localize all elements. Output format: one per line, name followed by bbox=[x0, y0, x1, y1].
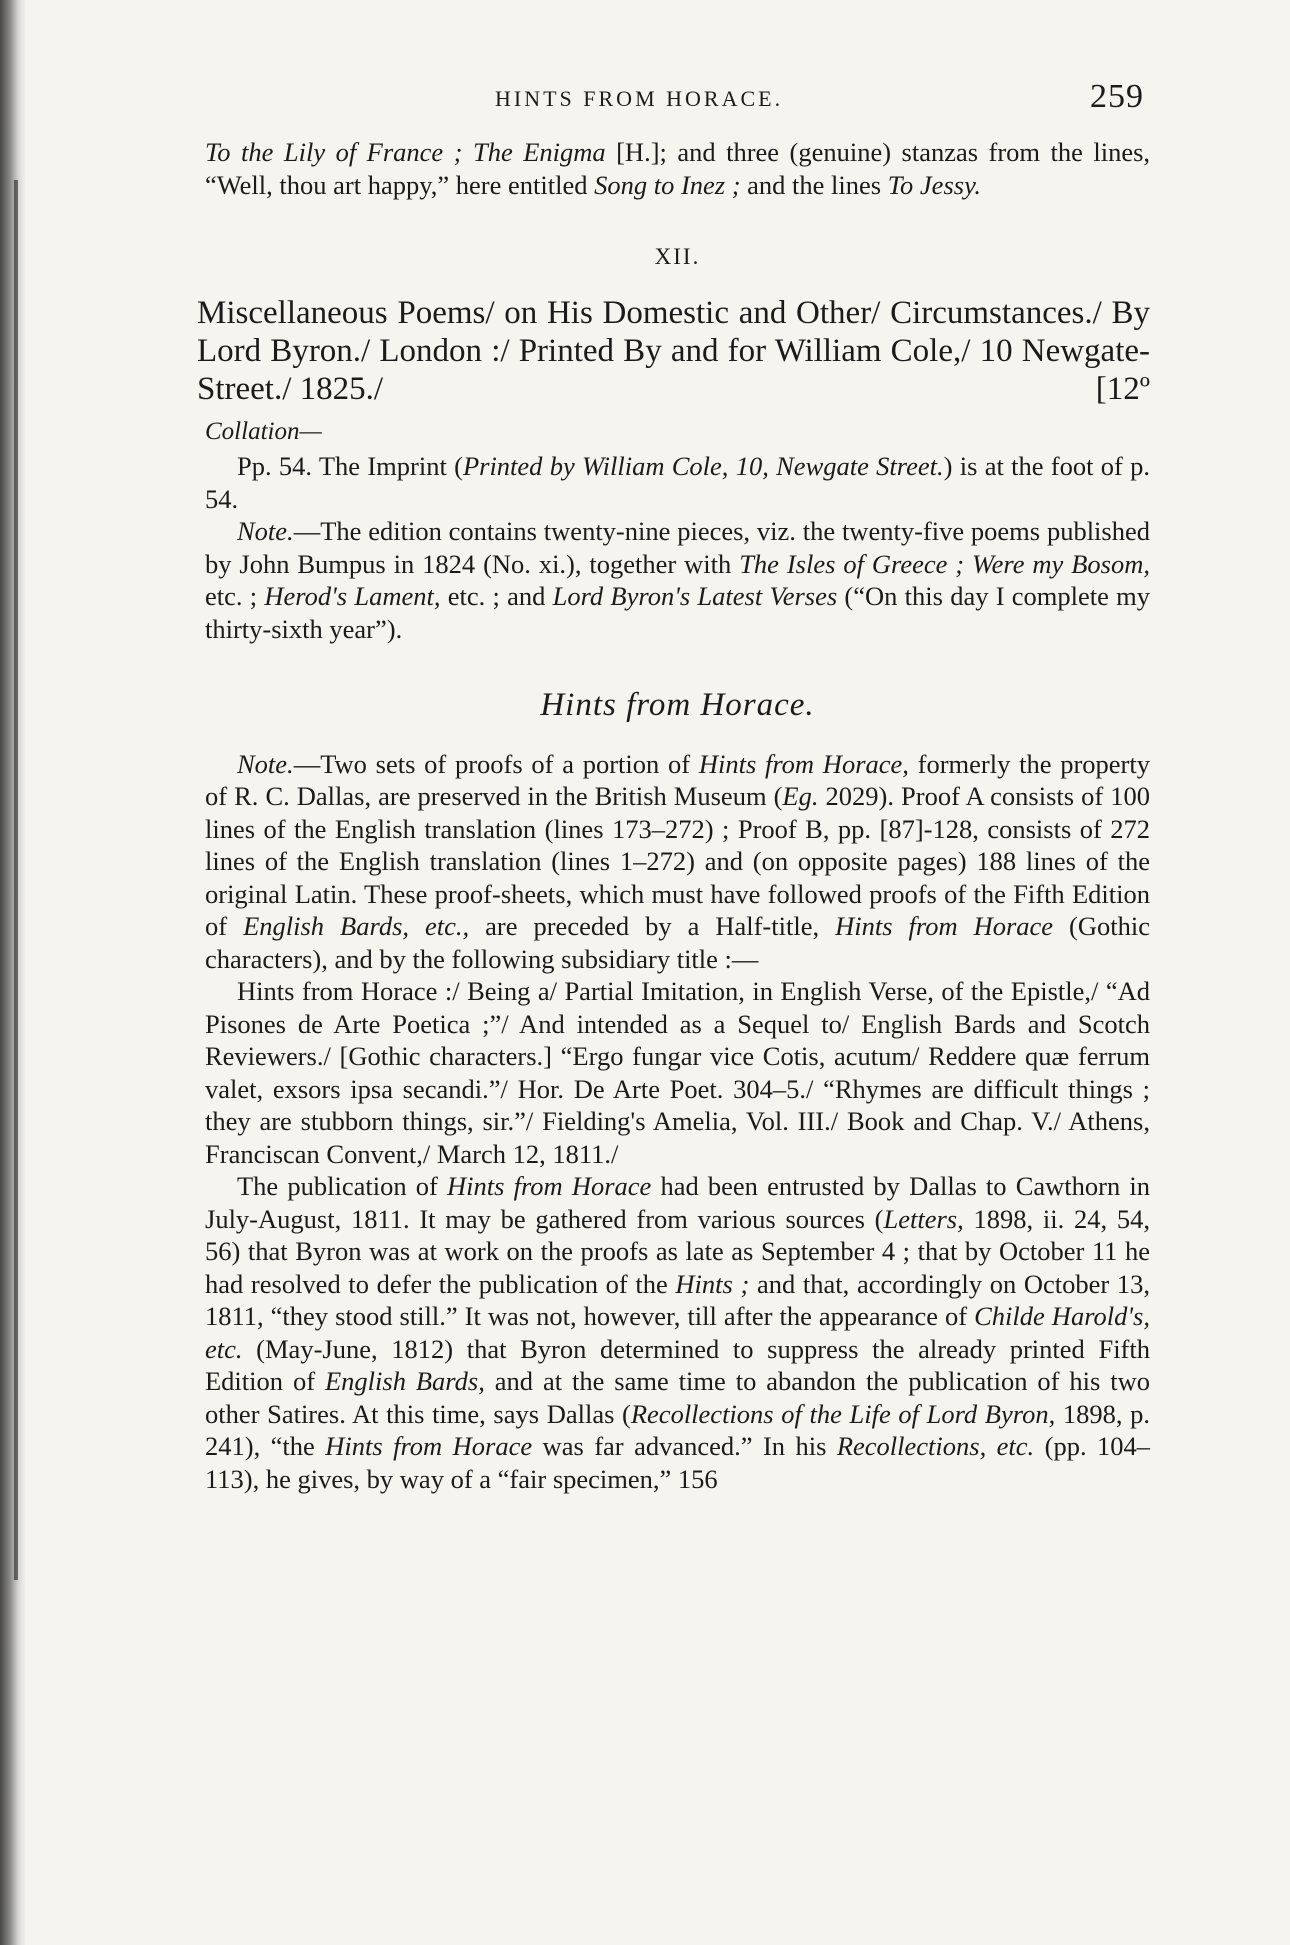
pub-text-1: The publication of bbox=[237, 1171, 447, 1201]
pub-text-6: and at the same time to abandon the publication of his two other Satires. At this time, says Dallas ( bbox=[205, 1366, 1150, 1429]
note-italic-herod: Herod's Lament, bbox=[264, 581, 441, 611]
imprint-italic: Printed by William Cole, 10, Newgate Street. bbox=[462, 451, 944, 481]
note-italic-latest: Lord Byron's Latest Verses bbox=[552, 581, 838, 611]
proofs-note-paragraph bbox=[205, 748, 1150, 976]
note-text-2: etc. ; bbox=[205, 581, 265, 611]
intro-paragraph bbox=[205, 136, 1150, 201]
bibliographic-title bbox=[197, 294, 1150, 408]
pub-italic-childe: Childe Harold's, etc. bbox=[205, 1301, 1150, 1364]
section-number: XII. bbox=[654, 244, 701, 269]
pub-italic-letters: Letters, bbox=[883, 1203, 964, 1234]
pub-text-8: was far advanced.” In his bbox=[532, 1431, 837, 1461]
subsidiary-title-paragraph: Hints from Horace :/ Being a/ Partial Imitation, in English Verse, of the Epistle,/ “Ad Pisones de Arte Poetica ;”/ And intended as a Sequel to/ English Bards and Scotch Reviewers./ [Gothic characters.] “Ergo fungar vice Cotis, acutum/ Reddere quæ ferrum valet, exsors ipsa secandi.”/ Hor. De Arte Poet. 304–5./ “Rhymes are difficult things ; they are stubborn things, sir.”/ Fielding's Amelia, Vol. III./ Book and Chap. V./ Athens, Franciscan Convent,/ March 12, 1811./ bbox=[205, 976, 1150, 1169]
pagination-paragraph bbox=[205, 450, 1150, 515]
book-binding-shadow bbox=[0, 0, 26, 1945]
proofs-text-1: —Two sets of proofs of a portion of bbox=[293, 748, 699, 779]
proofs-italic-hints: Hints from Horace, bbox=[698, 748, 909, 779]
running-head bbox=[205, 78, 1150, 126]
intro-title-inez: Song to Inez ; bbox=[594, 169, 741, 200]
proofs-text-4: are preceded by a Half-title, bbox=[469, 911, 836, 941]
proofs-text-2: formerly the property of R. C. Dallas, are preserved in the British Museum ( bbox=[205, 748, 1150, 811]
pub-text-9: (pp. 104–113), he gives, by way of a “fair specimen,” 156 bbox=[205, 1431, 1151, 1494]
pub-text-4: and that, accordingly on October 13, 1811, “they stood still.” It was not, however, till after the appearance of bbox=[205, 1268, 1151, 1331]
pagination-text-2: ) is at the foot of p. 54. bbox=[205, 451, 1150, 514]
title-text: Miscellaneous Poems/ on His Domestic and Other/ Circumstances./ By Lord Byron./ London :/ Printed By and for William Cole,/ 10 Newgate-Street./ 1825./ bbox=[197, 294, 1150, 407]
section-heading-hints: Hints from Horace. bbox=[540, 687, 815, 723]
proofs-italic-eg: Eg. bbox=[782, 781, 819, 811]
proofs-italic-english-bards: English Bards, etc., bbox=[243, 911, 470, 941]
pub-italic-bards: English Bards, bbox=[324, 1366, 485, 1396]
note-italic-isles: The Isles of Greece ; Were my Bosom, bbox=[739, 548, 1150, 579]
format-label: [12º bbox=[1095, 370, 1150, 407]
intro-text-3: and the lines bbox=[740, 169, 888, 200]
running-title: HINTS FROM HORACE. bbox=[495, 86, 784, 111]
note-text-1: —The edition contains twenty-nine pieces, viz. the twenty-five poems published by John Bumpus in 1824 (No. xi.), together with bbox=[205, 516, 1150, 579]
pub-italic-recollections: Recollections, etc. bbox=[836, 1431, 1035, 1461]
pub-text-5: (May-June, 1812) that Byron determined to suppress the already printed Fifth Edition of bbox=[205, 1333, 1150, 1396]
pub-text-2: had been entrusted by Dallas to Cawthorn in July-August, 1811. It may be gathered from various sources ( bbox=[205, 1171, 1150, 1234]
pub-text-7: 1898, p. 241), “the bbox=[205, 1398, 1150, 1461]
intro-title-lily: To the Lily of France ; bbox=[205, 137, 463, 167]
edition-note-paragraph bbox=[205, 515, 1150, 645]
intro-title-enigma: The Enigma bbox=[472, 137, 606, 167]
note-text-3: etc. ; and bbox=[440, 581, 553, 611]
intro-title-jessy: To Jessy. bbox=[887, 169, 981, 200]
collation-label: Collation— bbox=[205, 417, 322, 445]
proofs-text-3: 2029). Proof A consists of 100 lines of the English translation (lines 173–272) ; Proof B, pp. [87]-128, consists of 272 lines of the English translation (lines 1–272) and (on opposite pages) 188 lines of the original Latin. These proof-sheets, which must have followed proofs of the Fifth Edition of bbox=[205, 781, 1150, 941]
pub-italic-recollections-life: Recollections of the Life of Lord Byron, bbox=[630, 1398, 1056, 1429]
pub-italic-hints-2: Hints from Horace bbox=[325, 1431, 533, 1461]
proofs-text-5: (Gothic characters), and by the following subsidiary title :— bbox=[205, 911, 1151, 974]
pub-text-3: 1898, ii. 24, 54, 56) that Byron was at work on the proofs as late as September 4 ; that by October 11 he had resolved to defer the publication of the bbox=[205, 1203, 1150, 1299]
note-label: Note. bbox=[237, 516, 294, 546]
publication-paragraph bbox=[205, 1170, 1150, 1495]
intro-text-2: [H.]; and three (genuine) stanzas from the lines, “Well, thou art happy,” here entitled bbox=[205, 137, 1151, 200]
proofs-italic-halftitle: Hints from Horace bbox=[835, 911, 1054, 941]
proofs-note-label: Note. bbox=[237, 748, 294, 779]
intro-text-1 bbox=[462, 137, 472, 167]
pub-italic-hints: Hints ; bbox=[675, 1268, 750, 1299]
note-text-4: (“On this day I complete my thirty-sixth year”). bbox=[205, 581, 1151, 644]
book-page bbox=[197, 78, 1151, 1495]
pagination-text-1: Pp. 54. The Imprint ( bbox=[237, 451, 463, 481]
pub-italic-1: Hints from Horace bbox=[447, 1171, 652, 1201]
book-binding-edge bbox=[14, 180, 18, 1580]
page-number: 259 bbox=[1090, 78, 1144, 115]
